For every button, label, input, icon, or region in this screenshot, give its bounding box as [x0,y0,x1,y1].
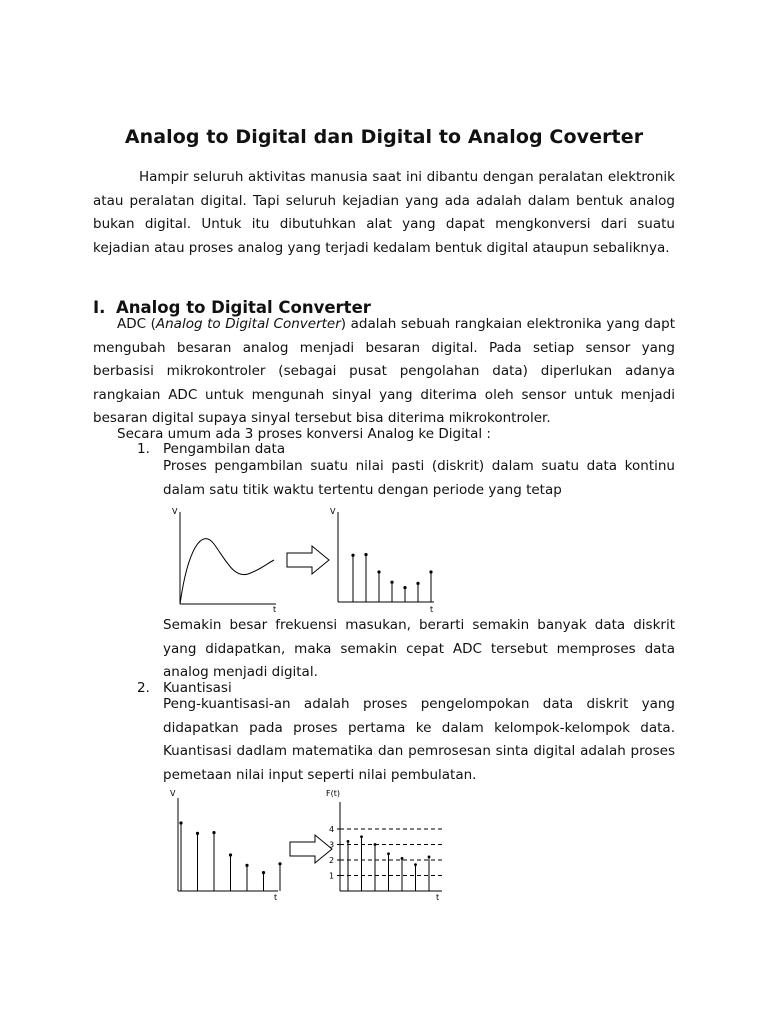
sample-point [196,832,199,835]
adc-rest: ) adalah sebuah rangkaian elektronika yang dapt mengubah besaran analog menjadi besaran digital. Pada setiap sensor yang berbasisi mikrokontroler (sebagai pusat pengolahan data) diperlukan adanya rangkaian ADC untuk mengunah sinyal yang diterima oleh sensor untuk menjadi besaran digital supaya sinyal tersebut bisa diterima mikrokontroler. [93,316,675,426]
level-label: 2 [329,856,335,865]
sample-point [401,857,404,860]
sample-point [387,852,390,855]
page-title: Analog to Digital dan Digital to Analog Coverter [124,126,644,148]
analog-signal-plot [172,507,282,614]
step1-description: Proses pengambilan suatu nilai pasti (diskrit) dalam suatu data kontinu dalam satu titik waktu tertentu dengan periode yang tetap [163,458,675,498]
samples-plot [170,790,285,900]
sample-point [179,821,182,824]
intro-paragraph: Hampir seluruh aktivitas manusia saat ini dibantu dengan peralatan elektronik atau peralatan digital. Tapi seluruh kejadian yang ada adalah dalam bentuk analog bukan digital. Untuk itu dibutuhkan alat yang dapat mengkonversi dari suatu kejadian atau proses analog yang terjadi kedalam bentuk digital ataupun sebaliknya. [93,169,675,256]
list-title: Pengambilan data [163,441,286,457]
x-axis-label: t [274,893,278,902]
y-axis-label: V [170,789,176,798]
adc-paragraph [93,313,675,431]
sample-point [351,554,354,557]
sample-point [360,835,363,838]
list-title: Kuantisasi [163,680,232,696]
list-number: 1. [137,441,150,457]
section-number: I. [93,298,106,317]
arrow-right-icon [286,545,332,575]
step2-description: Peng-kuantisasi-an adalah proses pengelompokan data diskrit yang didapatkan pada proses pertama ke dalam kelompok-kelompok data. Kuantisasi dadlam matematika dan pemrosesan sinta digital adalah proses pemetaan nilai input seperti nilai pembulatan. [163,696,675,783]
sample-point [278,862,281,865]
level-label: 4 [329,825,335,834]
sample-point [390,581,393,584]
sample-point [377,570,380,573]
process-intro: Secara umum ada 3 proses konversi Analog ke Digital : [117,426,491,442]
adc-abbr: ADC ( [117,316,156,332]
sample-point [229,853,232,856]
x-axis-label: t [430,605,434,614]
quantized-plot [326,790,451,900]
sample-point [429,570,432,573]
section-title: Analog to Digital Converter [116,298,371,317]
step1-note: Semakin besar frekuensi masukan, berarti semakin banyak data diskrit yang didapatkan, maka semakin cepat ADC tersebut memproses data analog menjadi digital. [163,617,675,680]
sample-point [414,863,417,866]
sample-point [364,553,367,556]
list-number: 2. [137,680,150,696]
sample-point [374,843,377,846]
y-axis-label: V [172,507,178,516]
x-axis-label: t [273,605,277,614]
level-label: 1 [329,871,335,881]
y-axis-label: F(t) [326,789,340,798]
sample-point [245,864,248,867]
sample-point [212,831,215,834]
sample-point [403,586,406,589]
level-label: 3 [329,840,335,850]
adc-italic: Analog to Digital Converter [155,316,341,332]
y-axis-label: V [330,507,336,516]
analog-curve [180,539,274,604]
x-axis-label: t [436,893,440,902]
sampled-signal-plot [330,507,440,614]
sample-point [428,856,431,859]
sample-point [416,582,419,585]
sample-point [262,871,265,874]
sample-point [347,840,350,843]
